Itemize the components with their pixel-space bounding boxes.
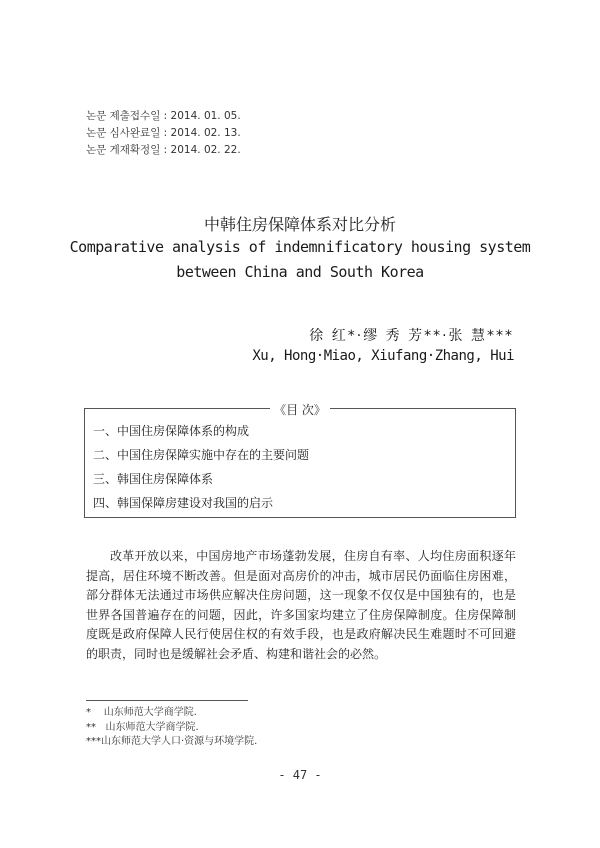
footnote-divider [86,700,248,701]
page-number: - 47 - [278,768,322,782]
title-english-line1: Comparative analysis of indemnificatory housing system [69,238,531,256]
authors-chinese: 徐 红*·缪 秀 芳**·张 慧*** [309,328,514,344]
footnote: ***山东师范大学人口·资源与环境学院. [86,736,258,747]
authors-english: Xu, Hong·Miao, Xiufang·Zhang, Hui [252,348,514,364]
intro-paragraph: 改革开放以来，中国房地产市场蓬勃发展，住房自有率、人均住房面积逐年提高，居住环境不断改善。但是面对高房价的冲击，城市居民仍面临住房困难，部分群体无法通过市场供应解决住房问题，这一现象不仅仅是中国独有的，也是世界各国普遍存在的问题，因此，许多国家均建立了住房保障制度。住房保障制度既是政府保障人民行使居住权的有效手段，也是政府解决民生难题时不可回避的职责，同时也是缓解社会矛盾、构建和谐社会的必然。 [86,549,516,661]
toc-item: 二、中国住房保障实施中存在的主要问题 [93,448,310,462]
footnote: ** 山东师范大学商学院. [86,721,199,733]
toc-list [93,419,309,515]
date-accepted: 논문 게재확정일 : 2014. 02. 22. [86,144,241,156]
toc-item: 一、中国住房保障体系的构成 [93,424,250,438]
title-chinese: 中韩住房保障体系对比分析 [203,215,396,234]
date-reviewed: 논문 심사완료일 : 2014. 02. 13. [86,127,241,139]
submission-dates [86,108,241,159]
table-of-contents [84,403,516,518]
toc-item: 三、韩国住房保障体系 [93,472,214,486]
footnote: * 山东师范大学商学院. [86,707,197,718]
footnotes [86,706,257,750]
toc-item: 四、韩国保障房建设对我国的启示 [93,496,274,510]
toc-heading: 《目 次》 [270,403,330,417]
date-submitted: 논문 제출접수일 : 2014. 01. 05. [86,110,241,122]
title-english-line2: between China and South Korea [176,263,424,281]
